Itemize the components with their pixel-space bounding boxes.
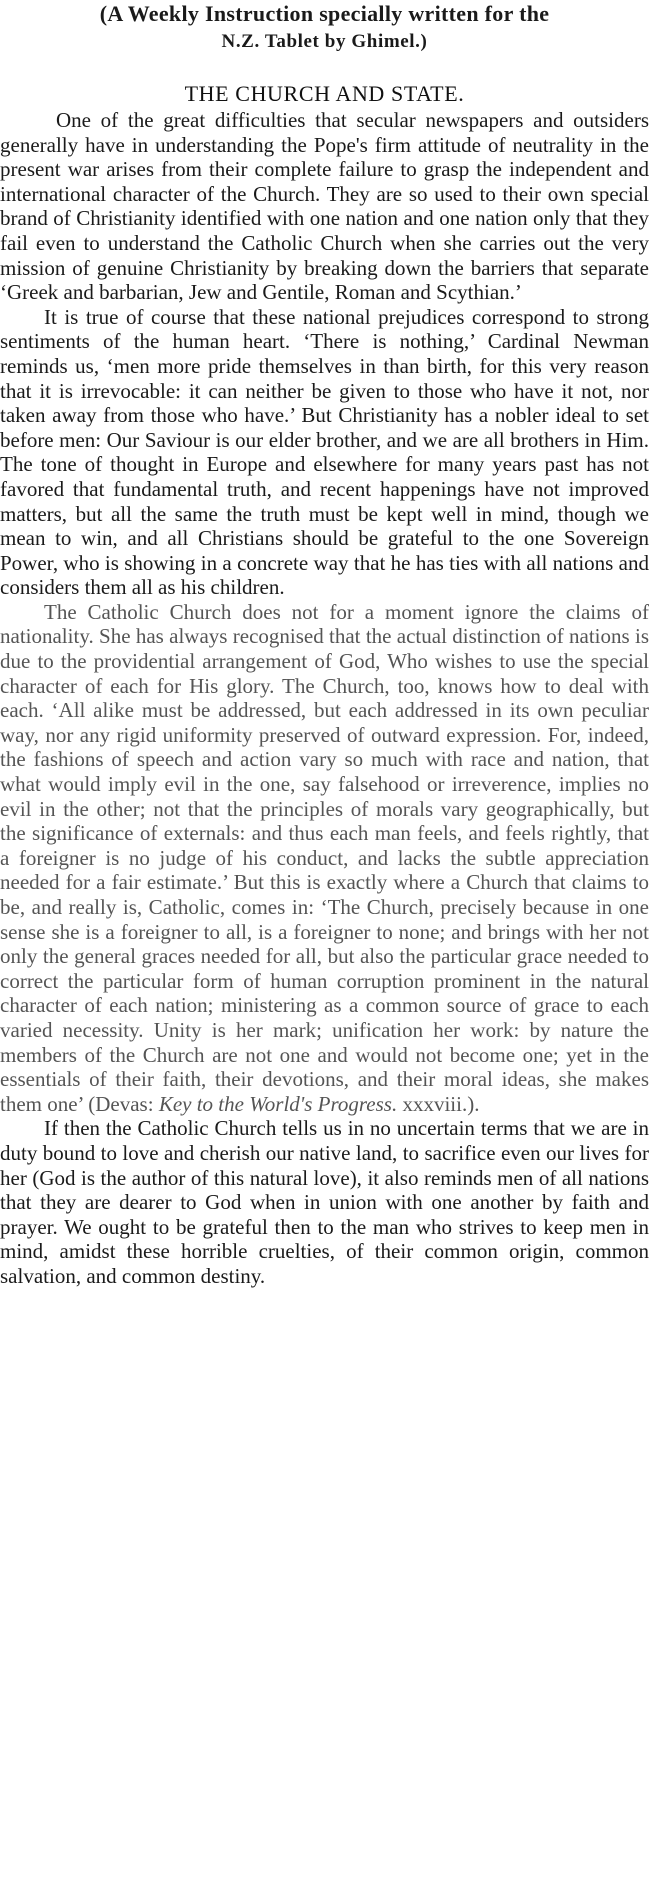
- paragraph-4: If then the Catholic Church tells us in no uncertain terms that we are in duty bound to love and cherish our native land, to sacrifice even our lives for her (God is the author of this natural love), it also reminds men of all nations that they are dearer to God when in union with one another by faith and prayer. We ought to be grateful then to the man who strives to keep men in mind, amidst these horrible cruelties, of their common origin, common salvation, and common destiny.: [0, 1116, 649, 1288]
- citation-tail: xxxviii.).: [402, 1091, 480, 1116]
- column-header: [0, 0, 649, 56]
- paragraph-3: [0, 600, 649, 1116]
- article-body: [0, 108, 649, 1289]
- paragraph-1: One of the great difficulties that secular newspapers and outsiders generally have in understanding the Pope's firm attitude of neutrality in the present war arises from their complete failure to grasp the independent and international character of the Church. They are so used to their own special brand of Christianity identified with one nation and one nation only that they fail even to understand the Catholic Church when she carries out the very mission of genuine Christianity by breaking down the barriers that separate ‘Greek and barbarian, Jew and Gentile, Roman and Scythian.’: [0, 108, 649, 305]
- paragraph-3-text: The Catholic Church does not for a moment ignore the claims of nationality. She has always recognised that the actual distinction of nations is due to the providential arrangement of God, Who wishes to use the special character of each for His glory. The Church, too, knows how to deal with each. ‘All alike must be addressed, but each addressed in its own peculiar way, nor any rigid uniformity preserved of outward expression. For, indeed, the fashions of speech and action vary so much with race and nation, that what would imply evil in the one, say falsehood or irreverence, implies no evil in the other; not that the principles of morals vary geographically, but the significance of externals: and thus each man feels, and feels rightly, that a foreigner is no judge of his conduct, and lacks the subtle appreciation needed for a fair estimate.’ But this is exactly where a Church that claims to be, and really is, Catholic, comes in: ‘The Church, precisely because in one sense she is a foreigner to all, is a foreigner to none; and brings with her not only the general graces needed for all, but also the particular grace needed to correct the particular form of human corruption prominent in the natural character of each nation; ministering as a common source of grace to each varied necessity. Unity is her mark; unification her work: by nature the members of the Church are not one and would not become one; yet in the essentials of their faith, their devotions, and their moral ideas, she makes them one’ (Devas:: [0, 599, 649, 1116]
- header-line-1: (A Weekly Instruction specially written for the: [99, 1, 550, 26]
- header-line-2: N.Z. Tablet by Ghimel.): [221, 31, 428, 52]
- article-title: THE CHURCH AND STATE.: [184, 81, 465, 106]
- citation-title: Key to the World's Progress.: [158, 1091, 398, 1116]
- paragraph-2: It is true of course that these national prejudices correspond to strong sentiments of the human heart. ‘There is nothing,’ Cardinal Newman reminds us, ‘men more pride themselves in than birth, for this very reason that it is irrevocable: it can neither be given to those who have it not, nor taken away from those who have.’ But Christianity has a nobler ideal to set before men: Our Saviour is our elder brother, and we are all brothers in Him. The tone of thought in Europe and elsewhere for many years past has not favored that fundamental truth, and recent happenings have not improved matters, but all the same the truth must be kept well in mind, though we mean to win, and all Christians should be grateful to the one Sovereign Power, who is showing in a concrete way that he has ties with all nations and considers them all as his children.: [0, 304, 649, 600]
